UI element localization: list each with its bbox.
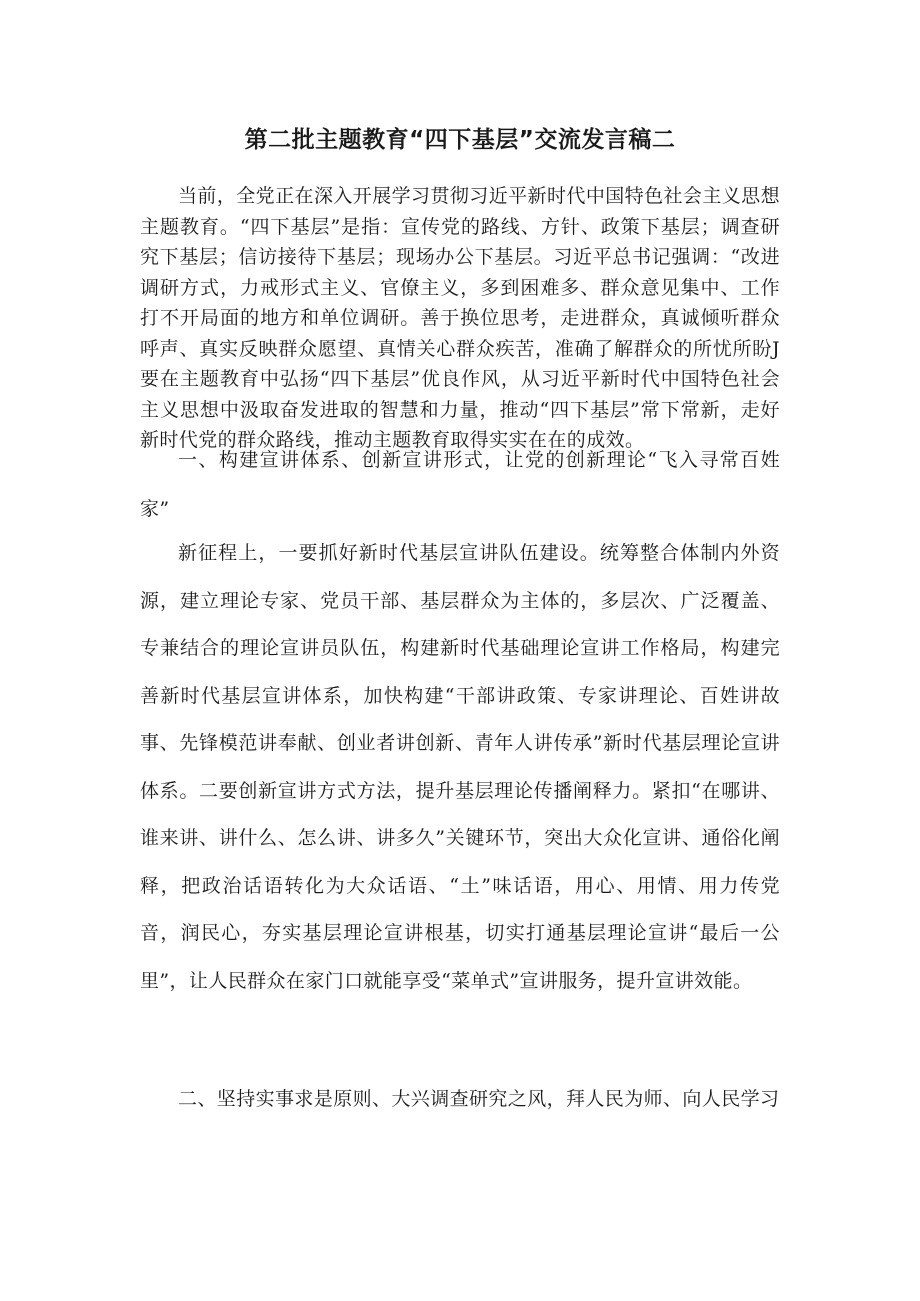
section-2-heading: 二、坚持实事求是原则、大兴调查研究之风，拜人民为师、向人民学习 [178, 1088, 780, 1110]
document-title: 第二批主题教育“四下基层”交流发言稿二 [244, 127, 676, 153]
intro-paragraph: 当前，全党正在深入开展学习贯彻习近平新时代中国特色社会主义思想主题教育。“四下基层”是指：宣传党的路线、方针、政策下基层；调查研究下基层；信访接待下基层；现场办公下基层。习近平总书记强调：“改进调研方式，力戒形式主义、官僚主义，多到困难多、群众意见集中、工作打不开局面的地方和单位调研。善于换位思考，走进群众，真诚倾听群众呼声、真实反映群众愿望、真情关心群众疾苦，准确了解群众的所忧所盼J要在主题教育中弘扬“四下基层”优良作风，从习近平新时代中国特色社会主义思想中汲取奋发进取的智慧和力量，推动“四下基层”常下常新，走好新时代党的群众路线，推动主题教育取得实实在在的成效。 [140, 185, 780, 451]
section-1-body-paragraph: 新征程上，一要抓好新时代基层宣讲队伍建设。统筹整合体制内外资源，建立理论专家、党员干部、基层群众为主体的，多层次、广泛覆盖、专兼结合的理论宣讲员队伍，构建新时代基础理论宣讲工作格局，构建完善新时代基层宣讲体系，加快构建“干部讲政策、专家讲理论、百姓讲故事、先锋模范讲奉献、创业者讲创新、青年人讲传承”新时代基层理论宣讲体系。二要创新宣讲方式方法，提升基层理论传播阐释力。紧扣“在哪讲、谁来讲、讲什么、怎么讲、讲多久”关键环节，突出大众化宣讲、通俗化阐释，把政治话语转化为大众话语、“土”味话语，用心、用情、用力传党音，润民心，夯实基层理论宣讲根基，切实打通基层理论宣讲“最后一公里”，让人民群众在家门口就能享受“菜单式”宣讲服务，提升宣讲效能。 [140, 542, 780, 992]
section-1-heading: 一、构建宣讲体系、创新宣讲形式，让党的创新理论“飞入寻常百姓家” [140, 449, 780, 520]
